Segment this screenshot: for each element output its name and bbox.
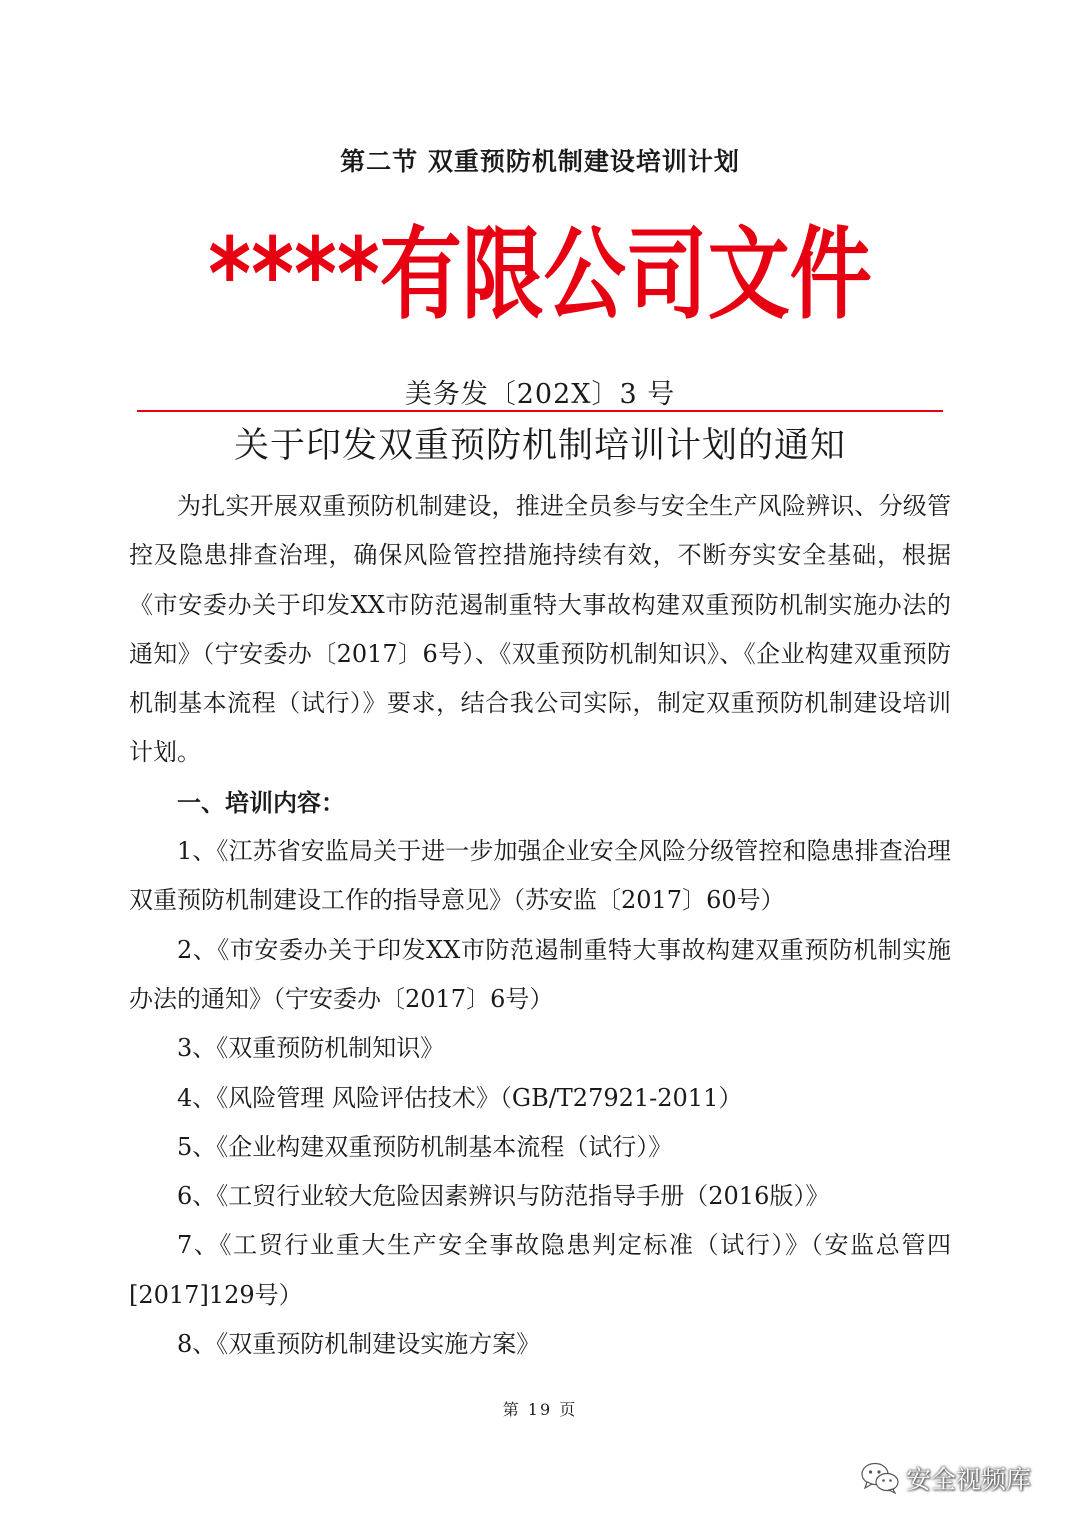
document-body [129, 482, 951, 1369]
section-title: 第二节 双重预防机制建设培训计划 [340, 147, 740, 176]
list-item: 7、《工贸行业重大生产安全事故隐患判定标准（试行）》（安监总管四[2017]129号） [129, 1231, 951, 1309]
list-item: 8、《双重预防机制建设实施方案》 [177, 1330, 541, 1359]
notice-title: 关于印发双重预防机制培训计划的通知 [233, 426, 846, 466]
watermark [860, 1456, 1031, 1500]
list-item: 6、《工贸行业较大危险因素辨识与防范指导手册（2016版）》 [177, 1182, 830, 1211]
list-item: 1、《江苏省安监局关于进一步加强企业安全风险分级管控和隐患排查治理双重预防机制建设工作的指导意见》（苏安监〔2017〕60号） [129, 837, 951, 915]
page-number: 第 19 页 [502, 1400, 578, 1419]
list-item: 5、《企业构建双重预防机制基本流程（试行）》 [177, 1132, 673, 1161]
watermark-text: 安全视频库 [906, 1465, 1032, 1494]
intro-paragraph: 为扎实开展双重预防机制建设，推进全员参与安全生产风险辨识、分级管控及隐患排查治理，确保风险管控措施持续有效，不断夯实安全基础，根据《市安委办关于印发XX市防范遏制重特大事故构建双重预防机制实施办法的通知》（宁安委办〔2017〕6号）、《双重预防机制知识》、《企业构建双重预防机制基本流程（试行）》要求，结合我公司实际，制定双重预防机制建设培训计划。 [129, 492, 951, 767]
document-number: 美务发〔202X〕3 号 [404, 379, 676, 410]
training-content-heading: 一、培训内容： [177, 787, 345, 817]
list-item: 4、《风险管理 风险评估技术》（GB/T27921-2011） [177, 1083, 743, 1112]
list-item: 2、《市安委办关于印发XX市防范遏制重特大事故构建双重预防机制实施办法的通知》（宁安委办〔2017〕6号） [129, 935, 951, 1013]
list-item: 3、《双重预防机制知识》 [177, 1034, 445, 1063]
red-header-title: ****有限公司文件 [208, 216, 872, 333]
wechat-icon [860, 1461, 900, 1495]
red-divider-line [137, 410, 943, 412]
